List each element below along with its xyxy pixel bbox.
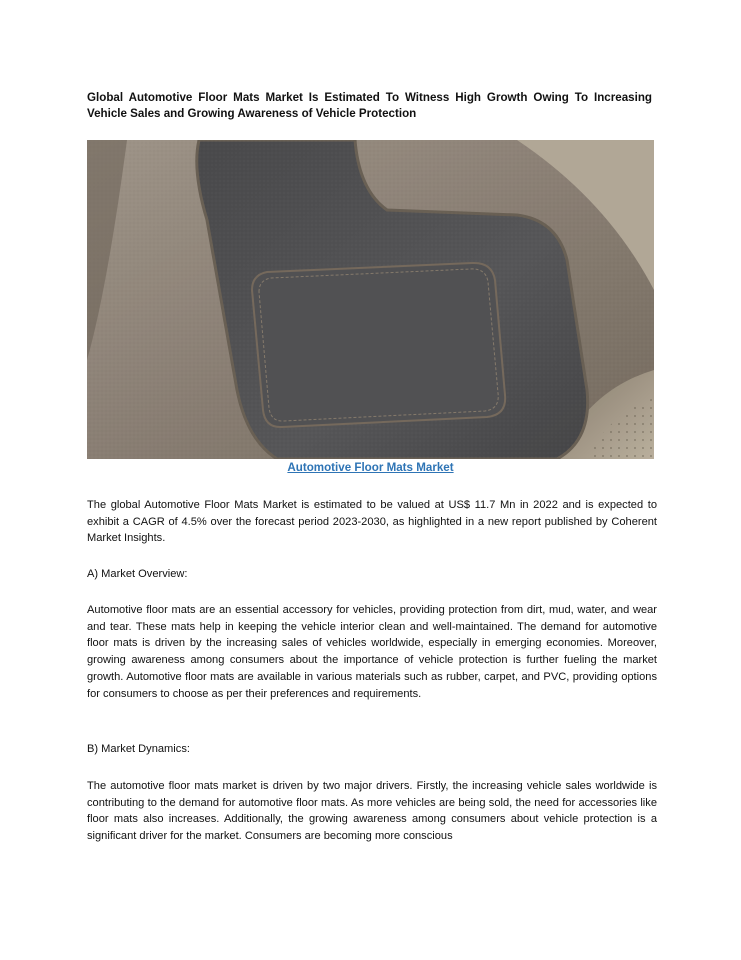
section-heading-overview: A) Market Overview: <box>87 568 188 580</box>
caption-link[interactable]: Automotive Floor Mats Market <box>287 461 454 474</box>
section-body-overview: Automotive floor mats are an essential accessory for vehicles, providing protection from dirt, mud, water, and wear and tear. These mats help in keeping the vehicle interior clean and well-maintained. The demand for automotive floor mats is driven by the increasing sales of vehicles worldwide, especially in emerging economies. Moreover, growing awareness among consumers about the importance of vehicle protection is further fueling the market growth. Automotive floor mats are available in various materials such as rubber, carpet, and PVC, providing options for consumers to choose as per their preferences and requirements. <box>87 604 657 700</box>
document-title: Global Automotive Floor Mats Market Is Estimated To Witness High Growth Owing To Increasing Vehicle Sales and Growing Awareness of Vehicle Protection <box>87 91 652 120</box>
section-body-dynamics: The automotive floor mats market is driven by two major drivers. Firstly, the increasing vehicle sales worldwide is contributing to the demand for automotive floor mats. As more vehicles are being sold, the need for accessories like floor mats also increases. Additionally, the growing awareness among consumers about vehicle protection is a significant driver for the market. Consumers are becoming more conscious <box>87 780 657 843</box>
intro-paragraph: The global Automotive Floor Mats Market is estimated to be valued at US$ 11.7 Mn in 2022 and is expected to exhibit a CAGR of 4.5% over the forecast period 2023-2030, as highlighted in a new report published by Coherent Market Insights. <box>87 499 657 545</box>
section-heading-dynamics: B) Market Dynamics: <box>87 743 190 755</box>
floor-mat-photo <box>87 140 654 459</box>
figure-caption <box>87 460 654 476</box>
